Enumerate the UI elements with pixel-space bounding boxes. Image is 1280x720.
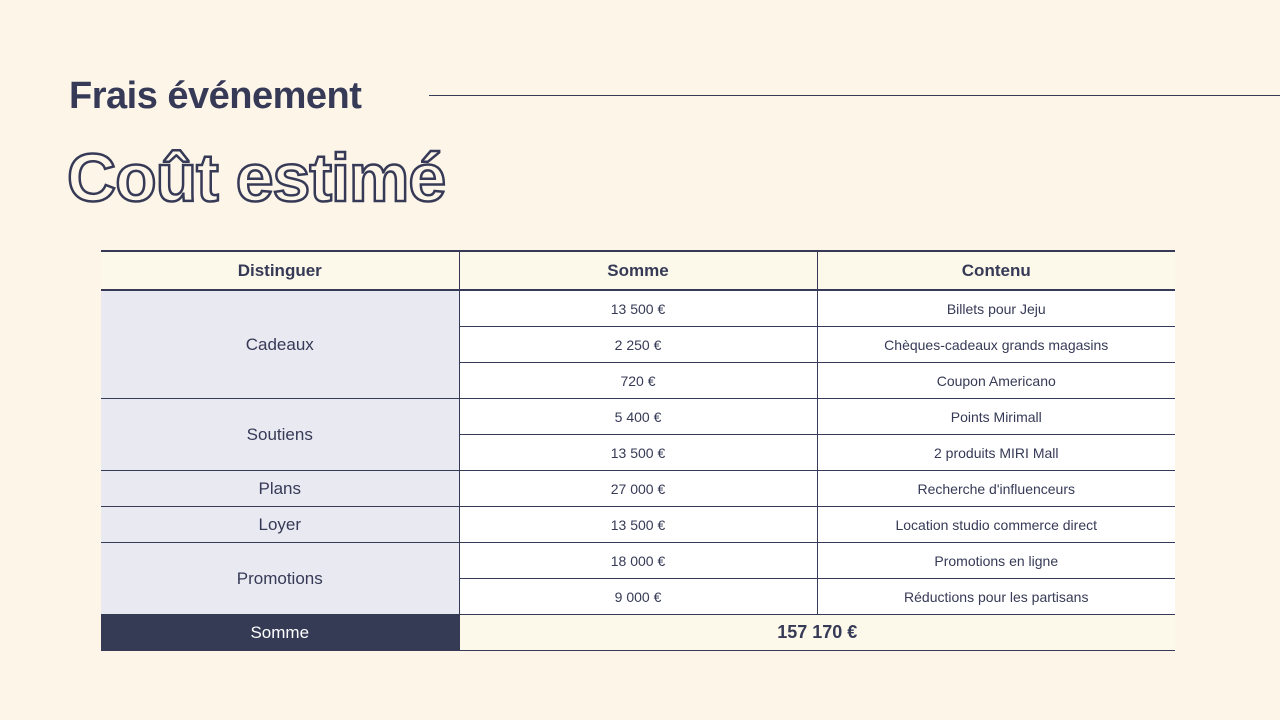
content-cell: Coupon Americano [817,363,1175,399]
amount-cell: 720 € [459,363,817,399]
amount-cell: 9 000 € [459,579,817,615]
column-header-distinguer: Distinguer [101,251,459,290]
total-label: Somme [101,615,459,651]
amount-cell: 13 500 € [459,435,817,471]
amount-cell: 13 500 € [459,290,817,327]
table-header-row [101,251,1175,290]
content-cell: Chèques-cadeaux grands magasins [817,327,1175,363]
cost-table [101,250,1175,651]
content-cell: Billets pour Jeju [817,290,1175,327]
amount-cell: 5 400 € [459,399,817,435]
content-cell: Recherche d'influenceurs [817,471,1175,507]
category-cell-cadeaux: Cadeaux [101,290,459,399]
category-cell-promotions: Promotions [101,543,459,615]
total-value: 157 170 € [459,615,1175,651]
column-header-somme: Somme [459,251,817,290]
table-row [101,290,1175,327]
content-cell: Réductions pour les partisans [817,579,1175,615]
column-header-contenu: Contenu [817,251,1175,290]
amount-cell: 2 250 € [459,327,817,363]
amount-cell: 13 500 € [459,507,817,543]
content-cell: 2 produits MIRI Mall [817,435,1175,471]
table-row [101,471,1175,507]
category-cell-plans: Plans [101,471,459,507]
table-row [101,543,1175,579]
amount-cell: 18 000 € [459,543,817,579]
section-subtitle: Frais événement [69,75,362,117]
category-cell-loyer: Loyer [101,507,459,543]
content-cell: Promotions en ligne [817,543,1175,579]
total-row [101,615,1175,651]
page-title: Coût estimé [67,140,446,216]
table-row [101,399,1175,435]
content-cell: Points Mirimall [817,399,1175,435]
category-cell-soutiens: Soutiens [101,399,459,471]
amount-cell: 27 000 € [459,471,817,507]
content-cell: Location studio commerce direct [817,507,1175,543]
table-row [101,507,1175,543]
header-divider [429,95,1280,96]
